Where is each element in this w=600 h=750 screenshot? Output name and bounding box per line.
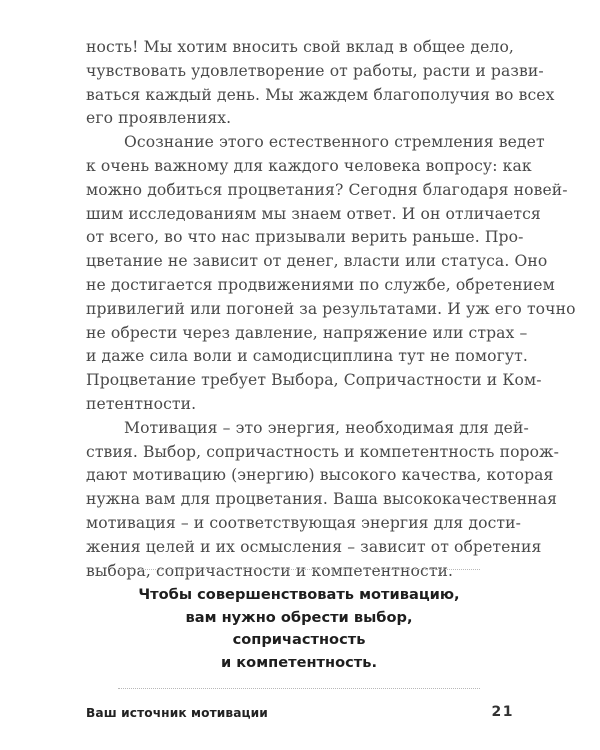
dotted-divider-top xyxy=(118,569,480,570)
pull-quote xyxy=(118,563,480,689)
text-line: мотивация – и соответствующая энергия для дости- xyxy=(86,513,521,532)
text-line: его проявлениях. xyxy=(86,109,232,128)
text-line: не обрести через давление, напряжение или страх – xyxy=(86,323,528,342)
page-number: 21 xyxy=(491,704,514,720)
text-line: жения целей и их осмысления – зависит от обретения xyxy=(86,537,542,556)
text-line: чувствовать удовлетворение от работы, расти и разви- xyxy=(86,61,544,80)
text-line: ствия. Выбор, сопричастность и компетентность порож- xyxy=(86,442,559,461)
text-line: Осознание этого естественного стремления ведет xyxy=(124,133,545,152)
text-line: нужна вам для процветания. Ваша высококачественная xyxy=(86,490,558,509)
text-line: не достигается продвижениями по службе, обретением xyxy=(86,275,555,294)
text-line: и даже сила воли и самодисциплина тут не помогут. xyxy=(86,347,528,366)
paragraph-2 xyxy=(86,131,576,417)
paragraph-3 xyxy=(86,417,559,584)
text-line: ваться каждый день. Мы жаждем благополучия во всех xyxy=(86,85,555,104)
text-line: привилегий или погоней за результатами. И уж его точно xyxy=(86,299,576,318)
pull-quote-line: вам нужно обрести выбор, сопричастность xyxy=(185,608,413,648)
text-line: к очень важному для каждого человека вопросу: как xyxy=(86,156,532,175)
dotted-divider-bottom xyxy=(118,688,480,689)
text-line: петентности. xyxy=(86,394,197,413)
text-line: можно добиться процветания? Сегодня благодаря новей- xyxy=(86,180,568,199)
text-line: дают мотивацию (энергию) высокого качества, которая xyxy=(86,466,554,485)
text-line: ность! Мы хотим вносить свой вклад в общее дело, xyxy=(86,38,514,56)
paragraph-1 xyxy=(86,36,555,131)
body-text xyxy=(86,36,576,583)
text-line: цветание не зависит от денег, власти или статуса. Оно xyxy=(86,252,548,271)
pull-quote-line: Чтобы совершенствовать мотивацию, xyxy=(138,586,460,603)
text-line: Мотивация – это энергия, необходимая для дей- xyxy=(124,418,529,437)
text-line: выбора, сопричастности и компетентности. xyxy=(86,561,454,580)
text-line: шим исследованиям мы знаем ответ. И он отличается xyxy=(86,204,541,223)
pull-quote-line: и компетентность. xyxy=(220,653,378,671)
text-line: от всего, во что нас призывали верить раньше. Про- xyxy=(86,228,524,247)
pull-quote-text xyxy=(118,584,480,674)
running-title: Ваш источник мотивации xyxy=(86,706,268,720)
text-line: Процветание требует Выбора, Сопричастности и Ком- xyxy=(86,371,542,390)
